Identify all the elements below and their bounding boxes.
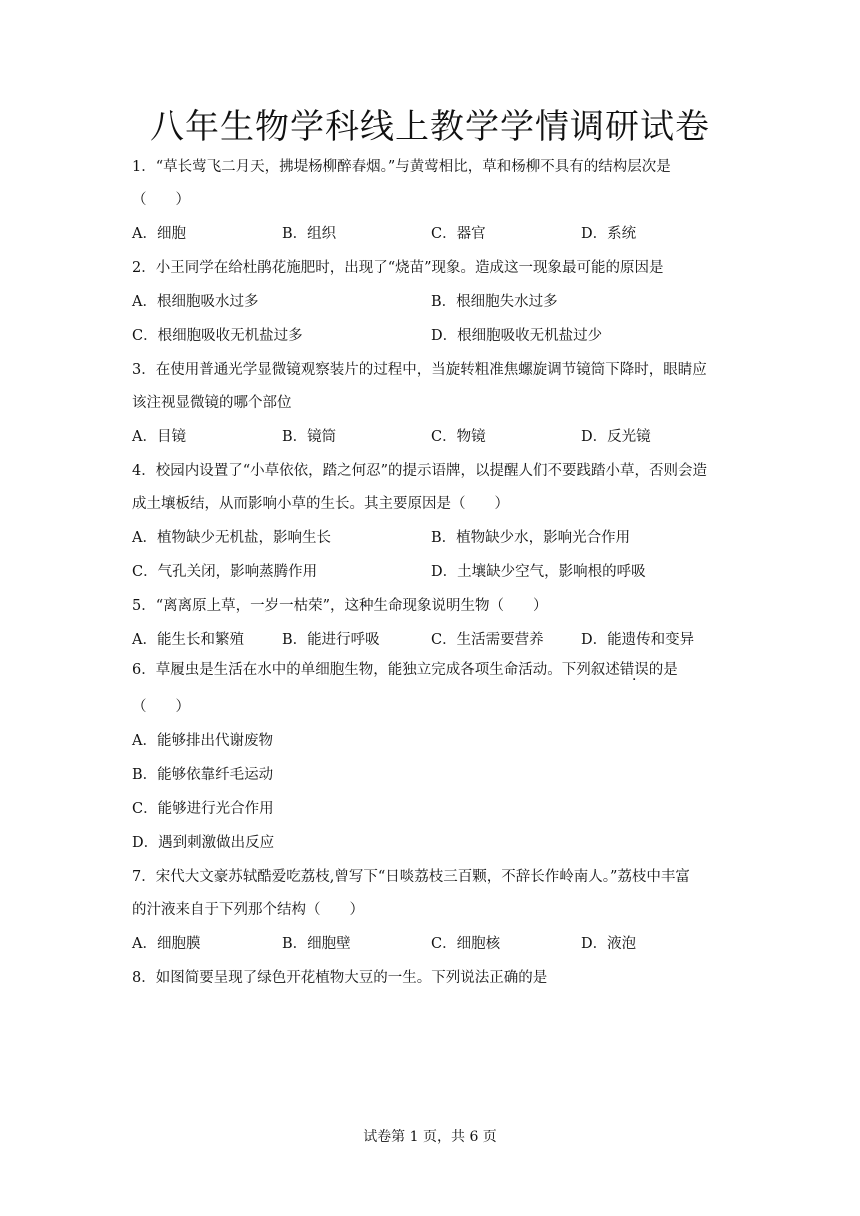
question-3-option-b: B．镜筒 — [282, 429, 337, 445]
question-7-option-d: D．液泡 — [581, 936, 637, 952]
question-5-option-c: C．生活需要营养 — [431, 632, 544, 648]
question-3-line-2: 该注视显微镜的哪个部位 — [132, 395, 292, 411]
question-5-option-d: D．能遗传和变异 — [581, 632, 695, 648]
question-5-option-b: B．能进行呼吸 — [282, 632, 380, 648]
page-footer: 试卷第 1 页，共 6 页 — [363, 1129, 497, 1145]
question-3-option-d: D．反光镜 — [581, 429, 651, 445]
question-6-option-b: B．能够依靠纤毛运动 — [132, 767, 274, 783]
question-7-option-c: C．细胞核 — [431, 936, 501, 952]
question-1-option-d: D．系统 — [581, 226, 637, 242]
question-1-line-2: （ ） — [132, 192, 190, 208]
question-3-option-c: C．物镜 — [431, 429, 486, 445]
question-4-option-a: A．植物缺少无机盐，影响生长 — [132, 530, 331, 546]
question-7-option-b: B．细胞壁 — [282, 936, 351, 952]
question-2-option-b: B．根细胞失水过多 — [431, 294, 558, 310]
question-5-option-a: A．能生长和繁殖 — [132, 632, 244, 648]
question-7-option-a: A．细胞膜 — [132, 936, 201, 952]
question-4-line-1: 4．校园内设置了“小草依依，踏之何忍”的提示语牌，以提醒人们不要践踏小草，否则会造 — [132, 463, 708, 479]
question-3-option-a: A．目镜 — [132, 429, 186, 445]
question-5-line-1: 5．“离离原上草，一岁一枯荣”，这种生命现象说明生物（ ） — [132, 598, 548, 614]
question-2-option-d: D．根细胞吸收无机盐过少 — [431, 328, 603, 344]
question-6-text-end: 的是 — [648, 662, 678, 678]
question-4-option-d: D．土壤缺少空气，影响根的呼吸 — [431, 564, 646, 580]
question-1-option-c: C．器官 — [431, 226, 486, 242]
exam-title: 八年生物学科线上教学学情调研试卷 — [150, 107, 710, 147]
question-1-option-a: A．细胞 — [132, 226, 186, 242]
question-6-line-2: （ ） — [132, 699, 190, 715]
question-6-emphasis: 错误 — [619, 662, 649, 678]
question-1-line-1: 1．“草长莺飞二月天，拂堤杨柳醉春烟。”与黄莺相比，草和杨柳不具有的结构层次是 — [132, 159, 671, 175]
question-6-line-1 — [132, 660, 678, 680]
question-7-line-1: 7．宋代大文豪苏轼酷爱吃荔枝,曾写下“日啖荔枝三百颗，不辞长作岭南人。”荔枝中丰富 — [132, 869, 690, 885]
question-7-line-2: 的汁液来自于下列那个结构（ ） — [132, 902, 364, 918]
question-4-option-b: B．植物缺少水，影响光合作用 — [431, 530, 631, 546]
question-4-option-c: C．气孔关闭，影响蒸腾作用 — [132, 564, 318, 580]
question-6-option-c: C．能够进行光合作用 — [132, 801, 274, 817]
question-6-text: 6．草履虫是生活在水中的单细胞生物，能独立完成各项生命活动。下列叙述 — [132, 662, 620, 678]
question-4-line-2: 成土壤板结，从而影响小草的生长。其主要原因是（ ） — [132, 496, 509, 512]
question-6-option-d: D．遇到刺激做出反应 — [132, 835, 275, 851]
question-8-line-1: 8．如图简要呈现了绿色开花植物大豆的一生。下列说法正确的是 — [132, 970, 548, 986]
question-3-line-1: 3．在使用普通光学显微镜观察装片的过程中，当旋转粗准焦螺旋调节镜筒下降时，眼睛应 — [132, 362, 707, 378]
question-1-option-b: B．组织 — [282, 226, 337, 242]
question-2-line-1: 2．小王同学在给杜鹃花施肥时，出现了“烧苗”现象。造成这一现象最可能的原因是 — [132, 260, 664, 276]
question-2-option-a: A．根细胞吸水过多 — [132, 294, 259, 310]
question-2-option-c: C．根细胞吸收无机盐过多 — [132, 328, 303, 344]
question-6-option-a: A．能够排出代谢废物 — [132, 733, 273, 749]
